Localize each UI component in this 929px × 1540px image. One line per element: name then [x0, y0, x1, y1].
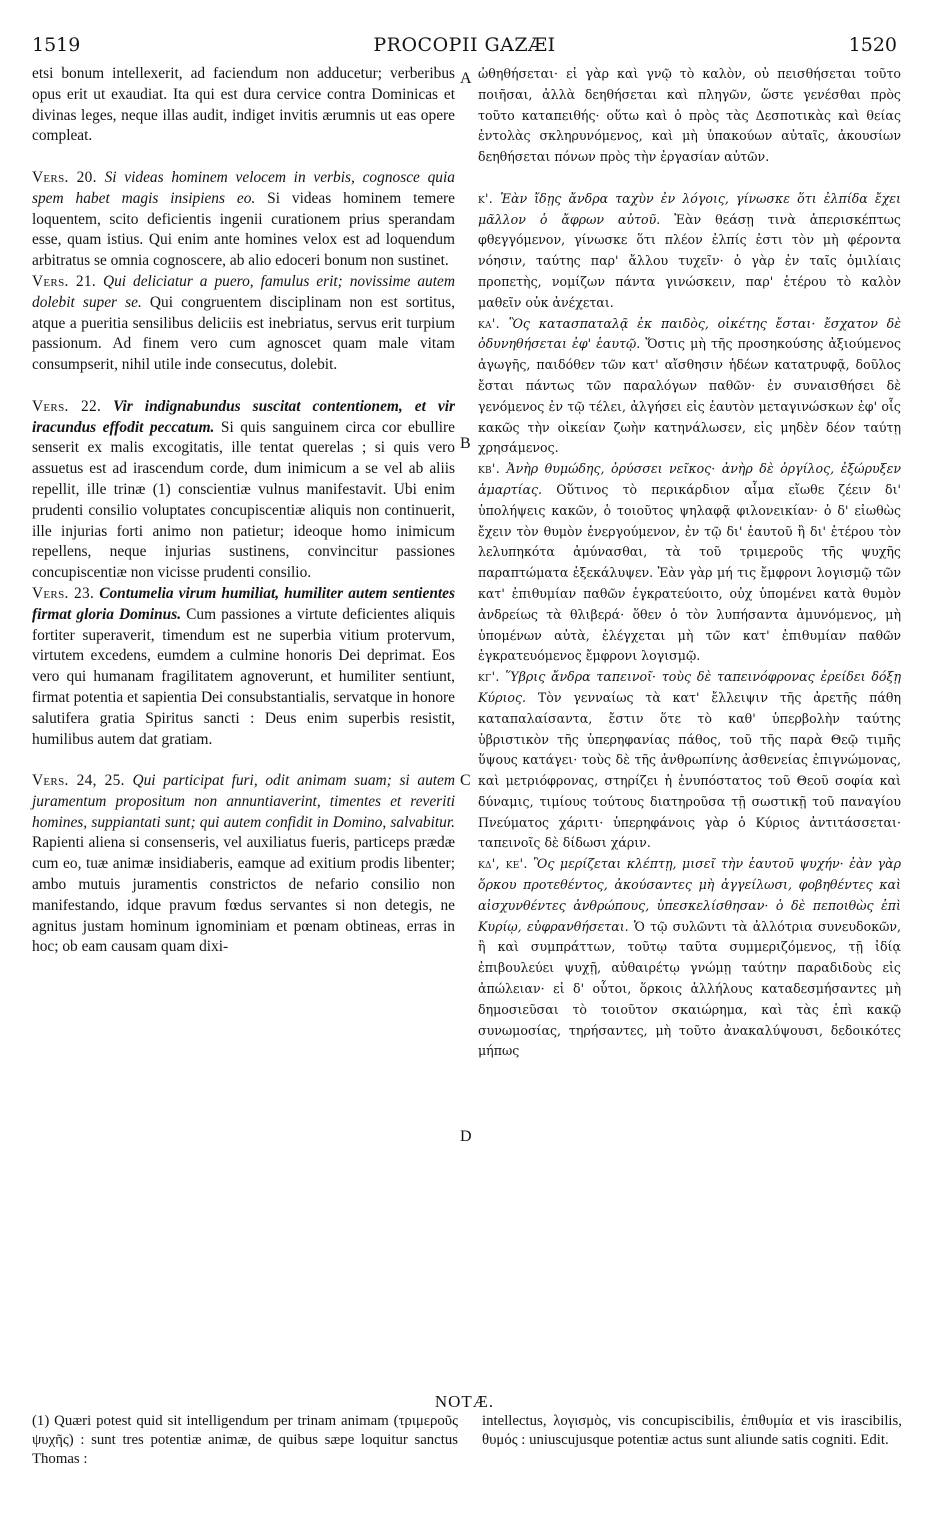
verse-lemma: Ὃς κατασπαταλᾷ ἐκ παιδὸς, οἰκέτης ἔσται· ἔσχατον δὲ ὀδυνηθήσεται ἐφ' ἑαυτῷ.: [478, 315, 901, 352]
latin-verse: [32, 397, 455, 584]
verse-commentary: Τὸν γενναίως τὰ κατ' ἔλλειψιν τῆς ἀρετῆς πάθη καταπαλαίσαντα, ἔστιν ὅτε τὸ καθ' ὑπερβολὴν ταύτης ὑβριστικὸν τῆς ὑπερηφανίας πάθος, τοῦ τῆς παρὰ Θεῷ τιμῆς ὕψους κατάγει· τοὺς δὲ τῆς ἀνθρωπίνης ἀσθενείας ἐπιγνώμονας, καὶ μετριόφρονας, στηρίζει ἡ ἐνυπόστατος τοῦ Θεοῦ σοφία καὶ δύναμις, τιμίους τούτους διατηροῦσα τῇ σωστικῇ τοῦ παναγίου Πνεύματος χάριτι· ὑπερηφάνοις γὰρ ὁ Κύριος ἀντιτάσσεται· ταπεινοῖς δὲ δίδωσι χάριν.: [478, 689, 901, 851]
margin-mark-a: A: [460, 70, 472, 87]
page-number-right: 1520: [848, 34, 897, 56]
verse-lemma: Ἀνὴρ θυμώδης, ὀρύσσει νεῖκος· ἀνὴρ δὲ ὀργίλος, ἐξώρυξεν ἁμαρτίας.: [478, 461, 901, 497]
margin-mark-b: B: [460, 435, 471, 452]
notes-heading: NOTÆ.: [434, 1392, 495, 1411]
greek-verse: [478, 314, 901, 460]
verse-commentary: Οὕτινος τὸ περικάρδιον αἷμα εἴωθε ζέειν δι' ὑπολήψεις κακῶν, ὁ τοιοῦτος ψηλαφᾷ φιλονεικίαν· ὁ δ' εἰωθὼς ἔχειν τὸν θυμὸν ἐνεργούμενον, ἐν τῷ δι' ἑαυτοῦ ἢ δι' ἑτέρου τὸν λελυπηκότα ἀμύνασθαι, τὰ τοῦ τριμεροῦς τῆς ψυχῆς παραπτώματα ἐξεκάλυψεν. Ἐὰν γὰρ μή τις ἔμφρονι λογισμῷ τῶν κατ' ἐπιθυμίαν παθῶν ἐγκρατεύοιτο, οὐχ ὑπομένει κατὰ θυμὸν ἀνδρείως τὰ θλιβερά· ὅθεν ὁ τὸν λυπήσαντα ἀμυνόμενος, μὴ ὑπομένων αὐτὰ, ἐλέγχεται μὴ τῶν κατ' ἐπιθυμίαν παθῶν ἐγκρατευόμενος ἔμφρονι λογισμῷ.: [478, 481, 901, 664]
greek-column: [478, 64, 901, 1062]
footnote-left: (1) Quæri potest quid sit intelligendum per trinam animam (τριμεροῦς ψυχῆς) : sunt tres potentiæ animæ, de quibus sæpe loquitur sanctus Thomas :: [32, 1413, 458, 1467]
margin-mark-d: D: [460, 1128, 472, 1145]
greek-paragraph-text: ὠθηθήσεται· εἰ γὰρ καὶ γνῷ τὸ καλὸν, οὐ πεισθήσεται τοῦτο ποιῆσαι, ἀλλὰ δεηθήσεται καὶ πληγῶν, ὥστε γενέσθαι πρὸς τοῦτο καταπειθής· οὕτω καὶ ὁ πρὸς τὰς Δεσποτικὰς καὶ θείας ἐντολὰς σκληρυνόμενος, καὶ μὴ ὑπακούων αὐταῖς, ἀκουσίων δεηθήσεται πόνων πρὸς τὴν ἐργασίαν αὐτῶν.: [478, 66, 901, 165]
greek-verse: [478, 854, 901, 1062]
footnote-right: intellectus, λογισμὸς, vis concupiscibilis, ἐπιθυμία et vis irascibilis, θυμός : uniuscujusque potentiæ actus sunt aliunde satis cogniti. Edit.: [482, 1413, 902, 1448]
verse-number: κ'.: [478, 190, 494, 206]
verse-commentary: Qui congruentem disciplinam non est sortitus, atque a pueritia sensilibus deliciis est inebriatus, servus erit turpium passionum. Ad finem vero cum agnoscet quam male vitam consumpserit, nihil utile inde consecutus, dolebit.: [32, 293, 455, 374]
verse-number: κα'.: [478, 315, 500, 331]
page-number-left: 1519: [32, 34, 81, 56]
verse-number: Vers. 23.: [32, 584, 95, 602]
verse-lemma: Ὕβρις ἄνδρα ταπεινοῖ· τοὺς δὲ ταπεινόφρονας ἐρείδει δόξῃ Κύριος.: [478, 669, 901, 705]
latin-verse: [32, 771, 455, 958]
greek-paragraph: [478, 64, 901, 168]
greek-verse: [478, 189, 901, 314]
verse-commentary: Cum passiones a virtute deficientes aliquis fortiter superaverit, timendum est ne superbia vitium protervum, virtutem excedens, eumdem a culmine honoris Dei deprimat. Eos vero qui humanam fragilitatem agnoverunt, et humiliter sentiunt, firmat potentia et sapientia Dei consubstantialis, servatque in honore salutifera gratia Spiritus sancti : Deus enim superbis resistit, humilibus autem dat gratiam.: [32, 605, 455, 748]
verse-number: κγ'.: [478, 669, 500, 685]
verse-commentary: Rapienti aliena si consenseris, vel auxiliatus fueris, particeps prædæ cum eo, tuæ animæ insidiaberis, eamque ad exitium prodis libenter; ambo mutuis juramentis constrictos de nefario consilio non manifestando, idque pravum fœdus servantes si non detegis, ne agnitus justam hominum ignominiam et pœnam obtineas, erras in hoc; ob eam causam quam dixi-: [32, 834, 455, 956]
latin-paragraph: [32, 64, 455, 147]
verse-number: Vers. 22.: [32, 397, 102, 415]
verse-number: Vers. 24, 25.: [32, 772, 125, 790]
verse-commentary: Si quis sanguinem circa cor ebullire senserit ex malis excogitatis, ille tentat querelas ; si quis vero assuetus est ad irascendum corde, dum inimicum a se vel ab aliis repellit, ille trinæ (1) conscientiæ vulnus manifestavit. Ubi enim prudenti consilio voluptates concupiscentiæ aliquis non continuerit, ille injurias forti animo non patietur; ideoque homo inimicum repellens, neque injurias sustinens, convincitur passiones concupiscentiæ non vicisse prudenti consilio.: [32, 418, 455, 582]
verse-lemma: Vir indignabundus suscitat contentionem, et vir iracundus effodit peccatum.: [32, 397, 455, 436]
verse-number: Vers. 20.: [32, 168, 97, 186]
verse-commentary: Si videas hominem temere loquentem, scito deficientis ingenii curationem prius sperandam esse, quam istius. Qui enim ante homines velox est ad loquendum arbitratus se omnia cognoscere, ab alio edoceri bonum non sustinet.: [32, 189, 455, 270]
latin-column: [32, 64, 455, 958]
verse-commentary: Ἐὰν θεάσῃ τινὰ ἀπερισκέπτως φθεγγόμενον, γίνωσκε ὅτι πλέον ἐλπίς ἐστι τὸν μὴ φέροντα νόησιν, ταύτης παρ' ἄλλου τυχεῖν· ὁ γὰρ ἐν ταῖς ὁμιλίαις προπετὴς, νομίζων πάντα γινώσκειν, παρ' ἑτέρου τὸ καλὸν μαθεῖν οὐκ ἀνέχεται.: [478, 211, 901, 310]
greek-verse: [478, 667, 901, 854]
verse-lemma: Si videas hominem velocem in verbis, cognosce quia spem habet magis insipiens eo.: [32, 168, 455, 207]
latin-verse: [32, 272, 455, 376]
latin-verse: [32, 584, 455, 750]
verse-number: κβ'.: [478, 461, 501, 477]
verse-lemma: Contumelia virum humiliat, humiliter autem sentientes firmat gloria Dominus.: [32, 584, 455, 623]
margin-mark-c: C: [460, 772, 471, 789]
verse-number: κδ', κε'.: [478, 856, 528, 872]
latin-paragraph-text: etsi bonum intellexerit, ad faciendum non adducetur; verberibus opus erit ut exaudiat. Ita qui est dura cervice contra Dominicas et divinas leges, neque illas audit, indiget invitis ærumnis ut eas opere compleat.: [32, 65, 455, 145]
greek-verse: [478, 459, 901, 667]
verse-commentary: Ὁ τῷ συλῶντι τὰ ἀλλότρια συνευδοκῶν, ἢ καὶ συμπράττων, τοῦτῳ ταῦτα συμμεριζόμενος, τῇ ἰδίᾳ ἐπιβουλεύει ψυχῇ, αὐθαιρέτῳ γνώμῃ ταύτην παραδιδοὺς εἰς ἀπώλειαν· εἰ δ' οὗτοι, ὅρκοις ἀλλήλους καταδεσμήσαντες μὴ δημοσιεῦσαι τὸ τοιοῦτον σκαιώρημα, καὶ τὰς ἐπὶ κακῷ συνωμοσίας, τηρήσαντες, μὴ τοῦτο ἀνακαλύψουσι, δεδοικότες μήπως: [478, 918, 901, 1059]
verse-lemma: Ὃς μερίζεται κλέπτῃ, μισεῖ τὴν ἑαυτοῦ ψυχήν· ἐὰν γὰρ ὅρκου προτεθέντος, ἀκούσαντες μὴ ἀγγείλωσι, φοβηθέντες καὶ αἰσχυνθέντες ἀνθρώπους, ὑπεσκελίσθησαν· ὁ δὲ πεποιθὼς ἐπὶ Κυρίῳ, εὐφρανθήσεται.: [478, 856, 901, 934]
page-header: [32, 34, 897, 60]
running-title: PROCOPII GAZÆI: [373, 34, 556, 56]
verse-commentary: Ὅστις μὴ τῆς προσηκούσης ἀξιούμενος ἀγωγῆς, παιδόθεν τῶν κατ' αἴσθησιν ἡδέων κατατρυφᾷ, δοῦλος ἔσται πάντως τῶν παραλόγων παθῶν· ἐν συναισθήσει δὲ γενόμενος ἐν τῷ τέλει, ἀλγήσει εἰς ἑαυτὸν μεταγινώσκων ἐφ' οἷς κακῶς τὴν οἰκείαν ζωὴν κατηνάλωσεν, εἰς μηδὲν δέον ταύτῃ χρησάμενος.: [478, 336, 902, 456]
verse-lemma: Ἐὰν ἴδῃς ἄνδρα ταχὺν ἐν λόγοις, γίνωσκε ὅτι ἐλπίδα ἔχει μᾶλλον ὁ ἄφρων αὐτοῦ.: [478, 190, 901, 227]
verse-lemma: Qui deliciatur a puero, famulus erit; novissime autem dolebit super se.: [32, 272, 455, 311]
verse-lemma: Qui participat furi, odit animam suam; si autem juramentum propositum non annuntiaverint, timentes et reveriti homines, suppiantati sunt; qui autem confidit in Domino, salvabitur.: [32, 772, 455, 831]
verse-number: Vers. 21.: [32, 272, 97, 290]
latin-verse: [32, 168, 455, 272]
